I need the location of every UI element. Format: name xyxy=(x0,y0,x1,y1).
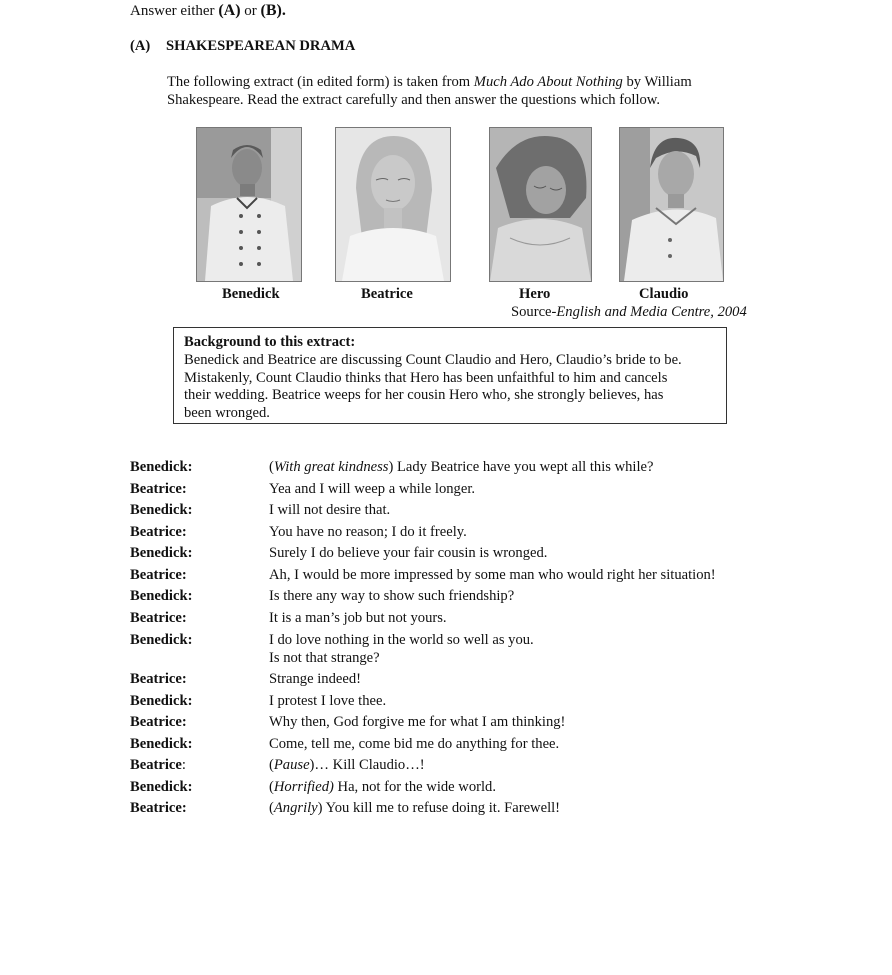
caption-benedick: Benedick xyxy=(222,286,280,302)
background-line: their wedding. Beatrice weeps for her cousin Hero who, she strongly believes, has xyxy=(184,387,664,404)
dialogue-line: Strange indeed! xyxy=(269,671,361,687)
dialogue-text: I do love nothing in the world so well as you. xyxy=(269,632,534,648)
dialogue-text: ) You kill me to refuse doing it. Farewell! xyxy=(317,800,561,816)
stage-direction: Angrily xyxy=(273,800,318,816)
photo-benedick xyxy=(196,127,302,282)
background-box xyxy=(173,327,727,424)
section-heading xyxy=(130,38,355,55)
dialogue-line xyxy=(269,778,496,796)
dialogue-bracket: ( xyxy=(269,779,274,795)
instruction-or: or xyxy=(240,3,261,19)
dialogue-bracket: ( xyxy=(269,459,274,475)
dialogue-line: It is a man’s job but not yours. xyxy=(269,610,447,626)
speaker-name: Beatrice: xyxy=(130,481,187,497)
speaker-name: Beatrice: xyxy=(130,671,187,687)
speaker-colon: : xyxy=(181,757,186,773)
speaker-name: Benedick: xyxy=(130,779,193,795)
intro-text-end: by William xyxy=(622,74,692,90)
dialogue-line: I will not desire that. xyxy=(269,502,391,518)
stage-direction: Pause xyxy=(273,757,310,773)
intro-line-1 xyxy=(167,73,692,91)
speaker-name: Beatrice: xyxy=(130,567,187,583)
dialogue-line xyxy=(269,458,653,476)
speaker-name: Beatrice: xyxy=(130,610,187,626)
instruction-prefix: Answer either xyxy=(130,3,219,19)
background-line: Benedick and Beatrice are discussing Count Claudio and Hero, Claudio’s bride to be. xyxy=(184,351,682,368)
speaker-name: Beatrice: xyxy=(130,714,187,730)
section-label: (A) xyxy=(130,38,151,54)
speaker-name-text: Beatrice xyxy=(130,757,182,773)
source-text: English and Media Centre, 2004 xyxy=(556,304,747,320)
photo-beatrice xyxy=(335,127,451,282)
source-prefix: Source- xyxy=(511,304,557,320)
stage-direction: With great kindness xyxy=(273,459,389,475)
speaker-name: Benedick: xyxy=(130,632,193,648)
section-title: SHAKESPEAREAN DRAMA xyxy=(166,38,356,54)
speaker-name: Benedick: xyxy=(130,588,193,604)
dialogue-bracket: ( xyxy=(269,757,274,773)
dialogue-line: Surely I do believe your fair cousin is wronged. xyxy=(269,545,548,561)
dialogue-line xyxy=(269,631,534,667)
caption-claudio: Claudio xyxy=(639,286,689,302)
dialogue-line: Why then, God forgive me for what I am thinking! xyxy=(269,714,566,730)
background-line: Mistakenly, Count Claudio thinks that Hero has been unfaithful to him and cancels xyxy=(184,369,668,386)
option-a: (A) xyxy=(218,2,241,19)
option-b: (B). xyxy=(260,2,286,19)
caption-hero: Hero xyxy=(519,286,551,302)
caption-beatrice: Beatrice xyxy=(361,286,413,302)
dialogue-line: Yea and I will weep a while longer. xyxy=(269,481,476,497)
speaker-name: Benedick: xyxy=(130,693,193,709)
speaker-name xyxy=(130,756,186,774)
intro-line-2: Shakespeare. Read the extract carefully and then answer the questions which follow. xyxy=(167,92,661,108)
image-source xyxy=(511,304,747,321)
photo-claudio xyxy=(619,127,724,282)
dialogue-line: I protest I love thee. xyxy=(269,693,387,709)
speaker-name: Benedick: xyxy=(130,502,193,518)
dialogue-bracket: ( xyxy=(269,800,274,816)
photo-hero xyxy=(489,127,592,282)
dialogue-text: )… Kill Claudio…! xyxy=(309,757,425,773)
dialogue-line: Come, tell me, come bid me do anything for thee. xyxy=(269,736,560,752)
stage-direction: Horrified) xyxy=(273,779,334,795)
dialogue-text: Ha, not for the wide world. xyxy=(333,779,496,795)
intro-text: The following extract (in edited form) is taken from xyxy=(167,74,474,90)
background-title: Background to this extract: xyxy=(184,334,356,350)
speaker-name: Beatrice: xyxy=(130,800,187,816)
dialogue-line: You have no reason; I do it freely. xyxy=(269,524,467,540)
dialogue-line: Is there any way to show such friendship? xyxy=(269,588,515,604)
dialogue-line xyxy=(269,799,560,817)
work-title: Much Ado About Nothing xyxy=(473,74,623,90)
speaker-name: Beatrice: xyxy=(130,524,187,540)
intro-paragraph xyxy=(167,73,692,109)
speaker-name: Benedick: xyxy=(130,736,193,752)
dialogue-text: ) Lady Beatrice have you wept all this while? xyxy=(388,459,654,475)
dialogue-line: Ah, I would be more impressed by some man who would right her situation! xyxy=(269,567,716,583)
speaker-name: Benedick: xyxy=(130,545,193,561)
instruction-line xyxy=(130,2,286,20)
dialogue-text: Is not that strange? xyxy=(269,650,380,666)
speaker-name: Benedick: xyxy=(130,459,193,475)
background-line: been wronged. xyxy=(184,405,270,422)
dialogue-line xyxy=(269,756,425,774)
